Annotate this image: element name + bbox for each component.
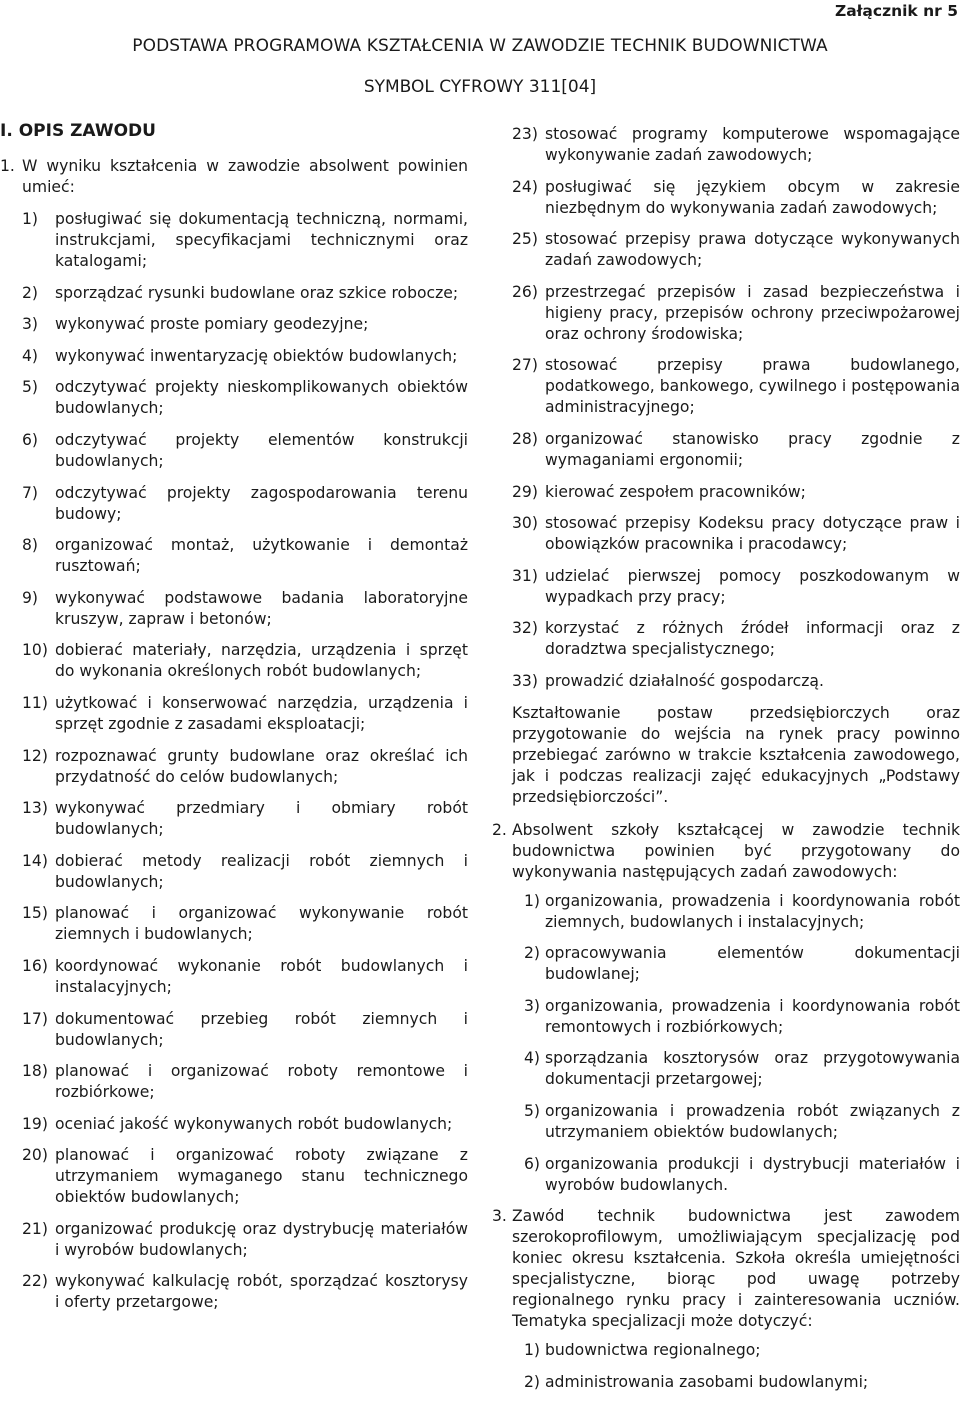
list-item: [0, 1061, 468, 1103]
item-number: 10): [22, 641, 48, 660]
point-1: [0, 156, 468, 198]
item-text: odczytywać projekty nieskomplikowanych obiektów budowlanych;: [55, 378, 468, 418]
right-column: [492, 124, 960, 1403]
item-text: przestrzegać przepisów i zasad bezpieczeństwa i higieny pracy, przepisów ochrony przeciwpożarowej oraz ochrony środowiska;: [545, 282, 960, 343]
item-text: wykonywać inwentaryzację obiektów budowlanych;: [55, 346, 458, 365]
point-number: 2.: [492, 820, 507, 839]
item-text: wykonywać proste pomiary geodezyjne;: [55, 315, 369, 334]
point-2: [492, 820, 960, 883]
list-item: [0, 1009, 468, 1051]
item-text: administrowania zasobami budowlanymi;: [545, 1372, 869, 1391]
item-number: 5): [22, 378, 39, 397]
item-number: 2): [524, 1372, 541, 1391]
list-item: [0, 588, 468, 630]
list-item: [0, 1145, 468, 1208]
point-text: W wyniku kształcenia w zawodzie absolwent powinien umieć:: [22, 157, 468, 196]
item-number: 2): [524, 944, 541, 963]
item-number: 33): [512, 671, 538, 690]
item-number: 20): [22, 1146, 48, 1165]
list-item: [492, 124, 960, 166]
item-number: 21): [22, 1219, 48, 1238]
item-text: budownictwa regionalnego;: [545, 1341, 761, 1360]
item-number: 5): [524, 1101, 541, 1120]
item-text: stosować przepisy prawa dotyczące wykonywanych zadań zawodowych;: [545, 230, 960, 270]
item-number: 8): [22, 536, 39, 555]
point-text: Zawód technik budownictwa jest zawodem szerokoprofilowym, umożliwiającym specjalizację pod koniec okresu kształcenia. Szkoła określa umiejętności specjalistyczne, biorąc pod uwagę potrzeby regionalnego rynku pracy i zainteresowania uczniów. Tematyka specjalizacji może dotyczyć:: [512, 1207, 960, 1331]
item-text: koordynować wykonanie robót budowlanych i instalacyjnych;: [55, 956, 468, 996]
list-item: [492, 566, 960, 608]
annex-label: Załącznik nr 5: [834, 2, 958, 20]
item-number: 19): [22, 1114, 48, 1133]
item-number: 16): [22, 956, 48, 975]
item-text: kierować zespołem pracowników;: [545, 482, 806, 501]
item-number: 12): [22, 746, 48, 765]
item-text: sporządzać rysunki budowlane oraz szkice robocze;: [55, 283, 459, 302]
item-number: 26): [512, 282, 538, 301]
item-text: prowadzić działalność gospodarczą.: [545, 671, 824, 690]
list-item: [0, 314, 468, 335]
item-text: rozpoznawać grunty budowlane oraz określać ich przydatność do celów budowlanych;: [55, 746, 468, 786]
item-text: organizować montaż, użytkowanie i demontaż rusztowań;: [55, 536, 468, 576]
item-text: użytkować i konserwować narzędzia, urządzenia i sprzęt zgodnie z zasadami eksploatacji;: [55, 693, 468, 733]
list-item: [492, 1372, 960, 1393]
tasks-list: [492, 891, 960, 1196]
point-3: [492, 1206, 960, 1332]
list-item: [492, 355, 960, 418]
list-item: [0, 430, 468, 472]
item-number: 30): [512, 514, 538, 533]
list-item: [0, 1114, 468, 1135]
item-text: organizowania, prowadzenia i koordynowania robót ziemnych, budowlanych i instalacyjnych;: [545, 891, 960, 931]
entrepreneurship-paragraph: Kształtowanie postaw przedsiębiorczych oraz przygotowanie do wejścia na rynek pracy powinno przebiegać zarówno w trakcie kształcenia zawodowego, jak i podczas realizacji zajęć edukacyjnych „Podstawy przedsiębiorczości”.: [512, 703, 960, 806]
item-text: organizować produkcję oraz dystrybucję materiałów i wyrobów budowlanych;: [55, 1219, 468, 1259]
symbol-code: SYMBOL CYFROWY 311[04]: [363, 77, 597, 97]
list-item: [492, 513, 960, 555]
list-item: [492, 177, 960, 219]
item-number: 1): [22, 210, 39, 228]
item-text: udzielać pierwszej pomocy poszkodowanym w wypadkach przy pracy;: [545, 566, 960, 606]
item-text: posługiwać się dokumentacją techniczną, normami, instrukcjami, specyfikacjami technicznymi oraz katalogami;: [55, 210, 468, 270]
point-text: Absolwent szkoły kształcącej w zawodzie technik budownictwa powinien być przygotowany do wykonywania następujących zadań zawodowych:: [512, 820, 960, 881]
list-item: [0, 535, 468, 577]
item-text: posługiwać się językiem obcym w zakresie niezbędnym do wykonywania zadań zawodowych;: [545, 177, 960, 217]
item-text: sporządzania kosztorysów oraz przygotowywania dokumentacji przetargowej;: [545, 1049, 960, 1089]
item-text: dokumentować przebieg robót ziemnych i budowlanych;: [55, 1009, 468, 1049]
list-item: [492, 943, 960, 985]
item-text: opracowywania elementów dokumentacji budowlanej;: [545, 944, 960, 984]
list-item: [0, 956, 468, 998]
item-text: organizowania produkcji i dystrybucji materiałów i wyrobów budowlanych.: [545, 1154, 960, 1194]
item-text: wykonywać podstawowe badania laboratoryjne kruszyw, zapraw i betonów;: [55, 588, 468, 628]
list-item: [492, 1101, 960, 1143]
specialization-list: [492, 1340, 960, 1393]
item-text: odczytywać projekty elementów konstrukcji budowlanych;: [55, 430, 468, 470]
item-number: 4): [524, 1049, 541, 1068]
list-item: [0, 903, 468, 945]
list-item: [492, 996, 960, 1038]
list-item: [0, 640, 468, 682]
item-number: 22): [22, 1272, 48, 1291]
list-item: [0, 1219, 468, 1261]
list-item: [0, 746, 468, 788]
item-text: odczytywać projekty zagospodarowania terenu budowy;: [55, 483, 468, 523]
item-number: 1): [524, 1341, 541, 1360]
list-item: [0, 483, 468, 525]
item-text: stosować przepisy Kodeksu pracy dotyczące praw i obowiązków pracownika i pracodawcy;: [545, 514, 960, 554]
left-column: [0, 121, 468, 1324]
item-text: planować i organizować wykonywanie robót ziemnych i budowlanych;: [55, 904, 468, 944]
item-text: dobierać metody realizacji robót ziemnych i budowlanych;: [55, 851, 468, 891]
list-item: [492, 1340, 960, 1361]
item-number: 25): [512, 230, 538, 249]
item-number: 11): [22, 693, 48, 712]
list-item: [492, 1154, 960, 1196]
item-number: 6): [22, 430, 39, 449]
list-item: [0, 1271, 468, 1313]
section-heading: I. OPIS ZAWODU: [0, 121, 156, 141]
item-number: 31): [512, 566, 538, 585]
item-text: organizować stanowisko pracy zgodnie z wymaganiami ergonomii;: [545, 429, 960, 469]
item-text: organizowania i prowadzenia robót związanych z utrzymaniem obiektów budowlanych;: [545, 1101, 960, 1141]
item-number: 32): [512, 619, 538, 638]
item-text: organizowania, prowadzenia i koordynowania robót remontowych i rozbiórkowych;: [545, 996, 960, 1036]
list-item: [492, 1048, 960, 1090]
list-item: [492, 429, 960, 471]
item-number: 2): [22, 283, 39, 302]
list-item: [492, 618, 960, 660]
item-text: dobierać materiały, narzędzia, urządzenia i sprzęt do wykonania określonych robót budowlanych;: [55, 641, 468, 681]
list-item: [492, 229, 960, 271]
item-number: 24): [512, 177, 538, 196]
item-number: 13): [22, 799, 48, 818]
skills-list-continued: [492, 124, 960, 692]
document-title: PODSTAWA PROGRAMOWA KSZTAŁCENIA W ZAWODZIE TECHNIK BUDOWNICTWA: [132, 36, 828, 56]
item-text: wykonywać kalkulację robót, sporządzać kosztorysy i oferty przetargowe;: [55, 1272, 468, 1312]
item-number: 28): [512, 429, 538, 448]
item-number: 1): [524, 891, 541, 910]
item-number: 17): [22, 1009, 48, 1028]
list-item: [0, 377, 468, 419]
item-text: planować i organizować roboty remontowe i rozbiórkowe;: [55, 1062, 468, 1102]
list-item: [492, 282, 960, 345]
list-item: [0, 798, 468, 840]
item-number: 7): [22, 483, 39, 502]
item-number: 3): [22, 315, 39, 334]
item-number: 14): [22, 851, 48, 870]
item-number: 6): [524, 1154, 541, 1173]
item-number: 23): [512, 125, 538, 143]
item-number: 29): [512, 482, 538, 501]
item-text: oceniać jakość wykonywanych robót budowlanych;: [55, 1114, 453, 1133]
list-item: [0, 283, 468, 304]
skills-list: [0, 209, 468, 1313]
point-number: 1.: [0, 157, 15, 175]
point-number: 3.: [492, 1207, 507, 1226]
item-number: 9): [22, 588, 39, 607]
item-number: 3): [524, 996, 541, 1015]
item-text: korzystać z różnych źródeł informacji oraz z doradztwa specjalistycznego;: [545, 619, 960, 659]
list-item: [492, 482, 960, 503]
item-number: 27): [512, 356, 538, 375]
item-number: 18): [22, 1062, 48, 1081]
item-text: wykonywać przedmiary i obmiary robót budowlanych;: [55, 799, 468, 839]
list-item: [0, 209, 468, 272]
list-item: [492, 671, 960, 692]
item-text: planować i organizować roboty związane z utrzymaniem wymaganego stanu technicznego obiektów budowlanych;: [55, 1146, 468, 1207]
list-item: [0, 693, 468, 735]
item-number: 4): [22, 346, 39, 365]
list-item: [0, 346, 468, 367]
item-text: stosować programy komputerowe wspomagające wykonywanie zadań zawodowych;: [545, 125, 960, 164]
list-item: [492, 891, 960, 933]
item-number: 15): [22, 904, 48, 923]
list-item: [0, 851, 468, 893]
item-text: stosować przepisy prawa budowlanego, podatkowego, bankowego, cywilnego i postępowania administracyjnego;: [545, 356, 960, 417]
